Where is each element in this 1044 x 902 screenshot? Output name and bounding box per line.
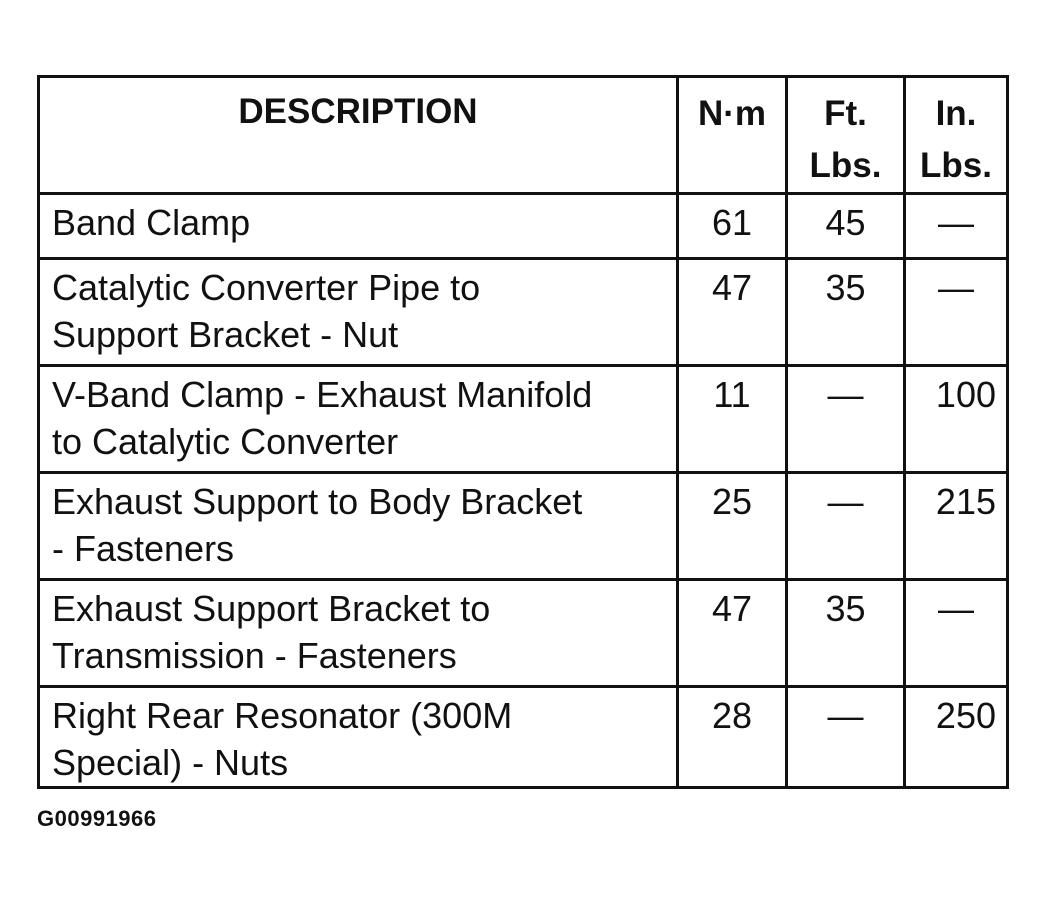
cell-description: Exhaust Support Bracket to Transmission - Fasteners	[39, 580, 678, 687]
cell-in-lbs: 250	[905, 687, 1008, 788]
cell-in-lbs: 100	[905, 366, 1008, 473]
torque-spec-table	[37, 75, 1009, 789]
table-row	[39, 194, 1008, 259]
cell-in-lbs: 215	[905, 473, 1008, 580]
header-ft-lbs-line2: Lbs.	[809, 146, 882, 185]
header-in-lbs	[905, 77, 1008, 194]
cell-description: Right Rear Resonator (300M Special) - Nuts	[39, 687, 678, 788]
cell-ft-lbs: —	[787, 687, 905, 788]
table-row	[39, 473, 1008, 580]
cell-ft-lbs: —	[787, 366, 905, 473]
cell-description: Catalytic Converter Pipe to Support Bracket - Nut	[39, 259, 678, 366]
cell-description: V-Band Clamp - Exhaust Manifold to Catalytic Converter	[39, 366, 678, 473]
cell-ft-lbs: 45	[787, 194, 905, 259]
cell-in-lbs: —	[905, 194, 1008, 259]
cell-nm: 25	[678, 473, 787, 580]
cell-nm: 28	[678, 687, 787, 788]
header-in-lbs-line2: Lbs.	[920, 146, 992, 185]
header-nm	[678, 77, 787, 194]
table-row	[39, 259, 1008, 366]
cell-in-lbs: —	[905, 259, 1008, 366]
cell-description: Exhaust Support to Body Bracket - Fasteners	[39, 473, 678, 580]
cell-description: Band Clamp	[39, 194, 678, 259]
table-row	[39, 687, 1008, 788]
cell-nm: 47	[678, 259, 787, 366]
header-ft-lbs	[787, 77, 905, 194]
cell-ft-lbs: 35	[787, 580, 905, 687]
cell-ft-lbs: 35	[787, 259, 905, 366]
table-row	[39, 366, 1008, 473]
table-row	[39, 580, 1008, 687]
cell-in-lbs: —	[905, 580, 1008, 687]
cell-nm: 61	[678, 194, 787, 259]
header-ft-lbs-line1: Ft.	[824, 94, 867, 133]
figure-id: G00991966	[37, 806, 157, 831]
header-nm-label: N·m	[697, 94, 767, 133]
header-in-lbs-line1: In.	[935, 94, 977, 133]
cell-nm: 11	[678, 366, 787, 473]
cell-nm: 47	[678, 580, 787, 687]
header-row	[39, 77, 1008, 194]
header-description: DESCRIPTION	[39, 77, 678, 194]
cell-ft-lbs: —	[787, 473, 905, 580]
